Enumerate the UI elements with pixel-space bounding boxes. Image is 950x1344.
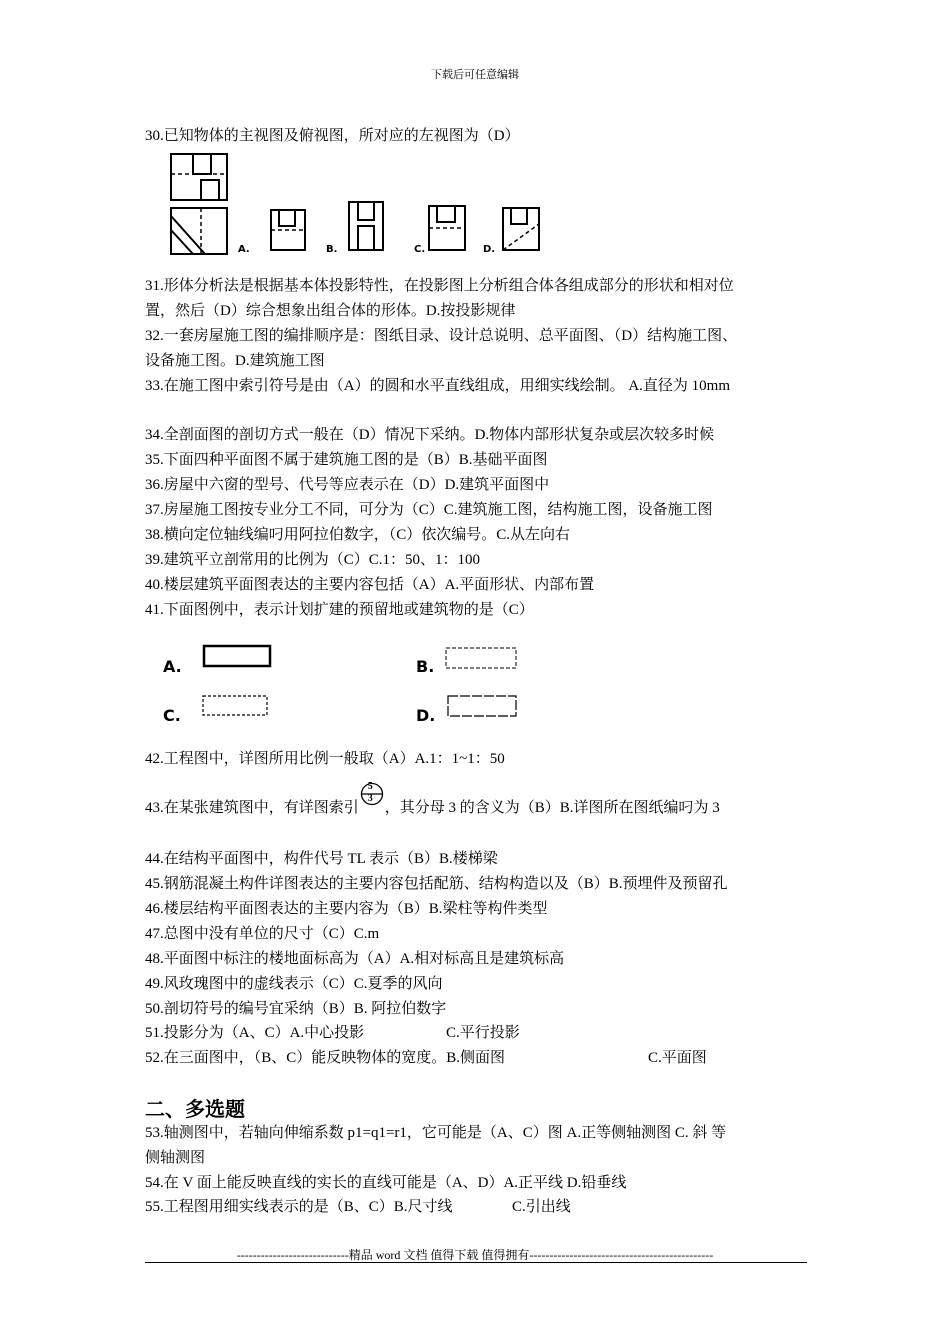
question-33: 33.在施工图中索引符号是由（A）的圆和水平直线组成，用细实线绘制。 A.直径为 10mm bbox=[145, 378, 731, 394]
fig41-label-a: A. bbox=[163, 657, 182, 676]
figure-q41 bbox=[200, 640, 530, 730]
question-43 bbox=[145, 781, 720, 818]
index-symbol bbox=[360, 781, 384, 814]
question-31-line1: 31.形体分析法是根据基本体投影特性，在投影图上分析组合体各组成部分的形状和相对位 bbox=[145, 278, 734, 294]
question-43-part1: 43.在某张建筑图中，有详图索引 bbox=[145, 800, 359, 816]
legend-a-solid bbox=[204, 646, 270, 666]
question-53-line2: 侧轴测图 bbox=[145, 1150, 206, 1166]
question-43-part2: ，其分母 3 的含义为（B）B.详图所在图纸编叼为 3 bbox=[384, 800, 720, 816]
question-51-part1: 51.投影分为（A、C）A.中心投影 bbox=[145, 1025, 365, 1041]
question-41: 41.下面图例中，表示计划扩建的预留地或建筑物的是（C） bbox=[145, 602, 534, 618]
legend-d-long-dash bbox=[448, 696, 516, 716]
legend-b-dashed bbox=[446, 648, 516, 668]
fig30-label-b: B. bbox=[326, 244, 338, 255]
question-54: 54.在 V 面上能反映直线的实长的直线可能是（A、D）A.正平线 D.铅垂线 bbox=[145, 1175, 627, 1191]
section-heading: 二、多选题 bbox=[145, 1097, 245, 1121]
fig41-label-c: C. bbox=[163, 706, 181, 725]
fig30-label-c: C. bbox=[414, 244, 426, 255]
question-44: 44.在结构平面图中，构件代号 TL 表示（B）B.楼梯梁 bbox=[145, 851, 498, 867]
question-47: 47.总图中没有单位的尺寸（C）C.m bbox=[145, 926, 380, 942]
fig30-label-d: D. bbox=[483, 244, 496, 255]
page-footer: ----------------------------精品 word 文档 值得下载 值得拥有---------------------------------------------- bbox=[236, 1248, 714, 1262]
question-50: 50.剖切符号的编号宜采纳（B）B. 阿拉伯数字 bbox=[145, 1001, 447, 1017]
question-46: 46.楼层结构平面图表达的主要内容为（B）B.梁柱等构件类型 bbox=[145, 901, 548, 917]
question-45: 45.钢筋混凝土构件详图表达的主要内容包括配筋、结构构造以及（B）B.预埋件及预留孔 bbox=[145, 876, 728, 892]
question-35: 35.下面四种平面图不属于建筑施工图的是（B）B.基础平面图 bbox=[145, 452, 548, 468]
question-55-part1: 55.工程图用细实线表示的是（B、C）B.尺寸线 bbox=[145, 1199, 453, 1215]
question-36: 36.房屋中六窗的型号、代号等应表示在（D）D.建筑平面图中 bbox=[145, 477, 550, 493]
question-55-part2: C.引出线 bbox=[512, 1199, 571, 1215]
question-32-line2: 设备施工图。D.建筑施工图 bbox=[145, 353, 325, 369]
question-37: 37.房屋施工图按专业分工不同，可分为（C）C.建筑施工图，结构施工图，设备施工图 bbox=[145, 502, 713, 518]
figure-q30 bbox=[165, 150, 555, 262]
question-51-part2: C.平行投影 bbox=[446, 1025, 520, 1041]
question-52-part2: C.平面图 bbox=[648, 1050, 707, 1066]
question-42: 42.工程图中，详图所用比例一般取（A）A.1：1~1：50 bbox=[145, 751, 505, 767]
question-31-line2: 置，然后（D）综合想象出组合体的形体。D.按投影规律 bbox=[145, 303, 516, 319]
question-38: 38.横向定位轴线编叼用阿拉伯数字，（C）依次编号。C.从左向右 bbox=[145, 527, 571, 543]
fig30-label-a: A. bbox=[238, 244, 250, 255]
index-numerator: 5 bbox=[367, 781, 373, 792]
footer-rule bbox=[145, 1262, 807, 1263]
legend-c-dotted bbox=[203, 696, 267, 715]
question-40: 40.楼层建筑平面图表达的主要内容包括（A）A.平面形状、内部布置 bbox=[145, 577, 595, 593]
page-header: 下载后可任意编辑 bbox=[431, 69, 519, 81]
question-39: 39.建筑平立剖常用的比例为（C）C.1：50、1：100 bbox=[145, 552, 481, 568]
question-49: 49.风玫瑰图中的虚线表示（C）C.夏季的风向 bbox=[145, 976, 443, 992]
question-53-line1: 53.轴测图中，若轴向伸缩系数 p1=q1=r1，它可能是（A、C）图 A.正等侧轴测图 C. 斜 等 bbox=[145, 1125, 727, 1141]
question-30: 30.已知物体的主视图及俯视图，所对应的左视图为（D） bbox=[145, 128, 520, 144]
fig41-label-d: D. bbox=[416, 706, 436, 725]
fig41-label-b: B. bbox=[416, 657, 435, 676]
question-32-line1: 32.一套房屋施工图的编排顺序是：图纸目录、设计总说明、总平面图、（D）结构施工图、 bbox=[145, 328, 738, 344]
index-denominator: 3 bbox=[367, 793, 373, 804]
question-48: 48.平面图中标注的楼地面标高为（A）A.相对标高且是建筑标高 bbox=[145, 951, 565, 967]
question-52-part1: 52.在三面图中，（B、C）能反映物体的宽度。B.侧面图 bbox=[145, 1050, 506, 1066]
question-34: 34.全剖面图的剖切方式一般在（D）情况下采纳。D.物体内部形状复杂或层次较多时候 bbox=[145, 427, 715, 443]
